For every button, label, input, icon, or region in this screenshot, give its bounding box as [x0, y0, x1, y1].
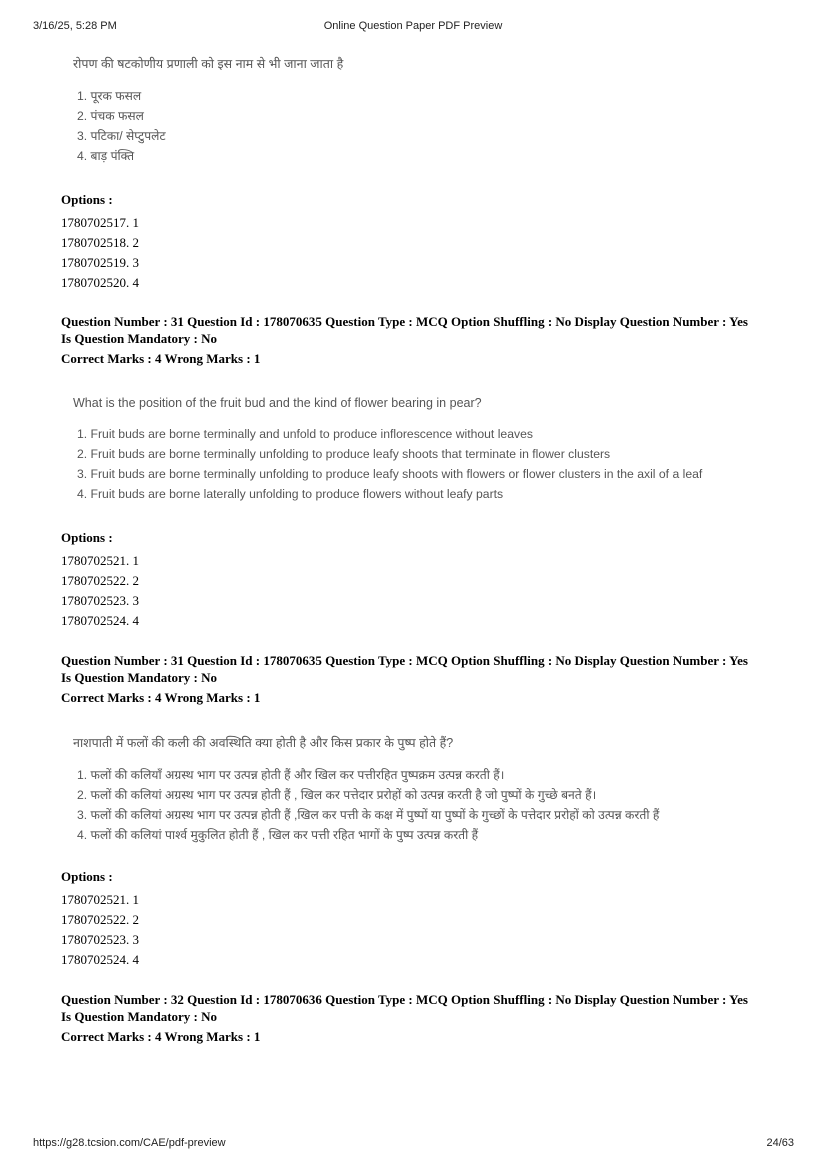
- option-item: 2. फलों की कलियां अग्रस्थ भाग पर उत्पन्न होती हैं , खिल कर पत्तेदार प्ररोहों को उत्पन्न करती है जो पुष्पों के गुच्छे बनते हैं।: [77, 788, 597, 802]
- option-item: 4. फलों की कलियां पार्श्व मुकुलित होती हैं , खिल कर पत्ती रहित भागों के पुष्प उत्पन्न करती हैं: [77, 828, 479, 842]
- document-title: Online Question Paper PDF Preview: [323, 20, 503, 32]
- option-id-line: 1780702524. 4: [61, 613, 139, 628]
- option-item: 2. पंचक फसल: [77, 109, 144, 123]
- option-id-line: 1780702524. 4: [61, 952, 139, 967]
- options-block-q31: [61, 530, 139, 631]
- option-id-line: 1780702522. 2: [61, 912, 139, 927]
- option-item: 3. पटिका/ सेप्टुपलेट: [77, 129, 166, 143]
- option-list: [73, 765, 659, 845]
- marks-line: Correct Marks : 4 Wrong Marks : 1: [61, 1029, 261, 1044]
- option-id-line: 1780702523. 3: [61, 932, 139, 947]
- question-stem: नाशपाती में फलों की कली की अवस्थिति क्या होती है और किस प्रकार के पुष्प होते हैं?: [73, 736, 454, 750]
- option-item: 4. बाड़ पंक्ति: [77, 149, 135, 163]
- mandatory-line: Is Question Mandatory : No: [61, 331, 218, 346]
- option-item: 1. पूरक फसल: [77, 89, 142, 103]
- option-id-line: 1780702517. 1: [61, 215, 139, 230]
- page-number: 24/63: [766, 1137, 794, 1149]
- option-id-line: 1780702518. 2: [61, 235, 139, 250]
- options-label: Options :: [61, 869, 113, 884]
- marks-line: Correct Marks : 4 Wrong Marks : 1: [61, 690, 261, 705]
- option-item: 3. Fruit buds are borne terminally unfolding to produce leafy shoots with flowers or flower clusters in the axil of a leaf: [77, 467, 703, 481]
- option-id-line: 1780702521. 1: [61, 553, 139, 568]
- option-id-line: 1780702519. 3: [61, 255, 139, 270]
- question-meta-line: Question Number : 31 Question Id : 178070635 Question Type : MCQ Option Shuffling : No Display Question Number : Yes: [61, 653, 748, 668]
- option-item: 1. Fruit buds are borne terminally and unfold to produce inflorescence without leaves: [77, 427, 533, 441]
- print-url: https://g28.tcsion.com/CAE/pdf-preview: [33, 1137, 226, 1149]
- question-image-q31-hindi: [73, 734, 659, 845]
- question-image-q30: [73, 55, 343, 166]
- options-block-q30: [61, 192, 139, 293]
- option-item: 4. Fruit buds are borne laterally unfolding to produce flowers without leafy parts: [77, 487, 504, 501]
- mandatory-line: Is Question Mandatory : No: [61, 670, 218, 685]
- print-datetime: 3/16/25, 5:28 PM: [33, 20, 117, 32]
- question-meta-q31: [61, 313, 781, 367]
- question-image-q31: [73, 396, 702, 504]
- mandatory-line: Is Question Mandatory : No: [61, 1009, 218, 1024]
- option-item: 1. फलों की कलियाँ अग्रस्थ भाग पर उत्पन्न होती हैं और खिल कर पत्तीरहित पुष्पक्रम उत्पन्न करती हैं।: [77, 768, 505, 782]
- options-label: Options :: [61, 192, 113, 207]
- option-item: 2. Fruit buds are borne terminally unfolding to produce leafy shoots that terminate in flower clusters: [77, 447, 611, 461]
- question-meta-line: Question Number : 32 Question Id : 178070636 Question Type : MCQ Option Shuffling : No Display Question Number : Yes: [61, 992, 748, 1007]
- options-label: Options :: [61, 530, 113, 545]
- option-list: [73, 424, 702, 504]
- option-id-line: 1780702523. 3: [61, 593, 139, 608]
- question-stem: रोपण की षटकोणीय प्रणाली को इस नाम से भी जाना जाता है: [73, 57, 344, 71]
- option-id-line: 1780702521. 1: [61, 892, 139, 907]
- question-meta-line: Question Number : 31 Question Id : 178070635 Question Type : MCQ Option Shuffling : No Display Question Number : Yes: [61, 314, 748, 329]
- marks-line: Correct Marks : 4 Wrong Marks : 1: [61, 351, 261, 366]
- option-id-line: 1780702522. 2: [61, 573, 139, 588]
- question-meta-q32: [61, 991, 781, 1045]
- option-id-line: 1780702520. 4: [61, 275, 139, 290]
- question-stem: What is the position of the fruit bud and the kind of flower bearing in pear?: [73, 396, 482, 410]
- option-item: 3. फलों की कलियां अग्रस्थ भाग पर उत्पन्न होती हैं ,खिल कर पत्ती के कक्ष में पुष्पों या पुष्पों के गुच्छों के पत्तेदार प्ररोहों को उत्पन्न करती हैं: [77, 808, 660, 822]
- option-list: [73, 86, 343, 166]
- question-meta-q31-hindi: [61, 652, 781, 706]
- options-block-q31-hindi: [61, 869, 139, 970]
